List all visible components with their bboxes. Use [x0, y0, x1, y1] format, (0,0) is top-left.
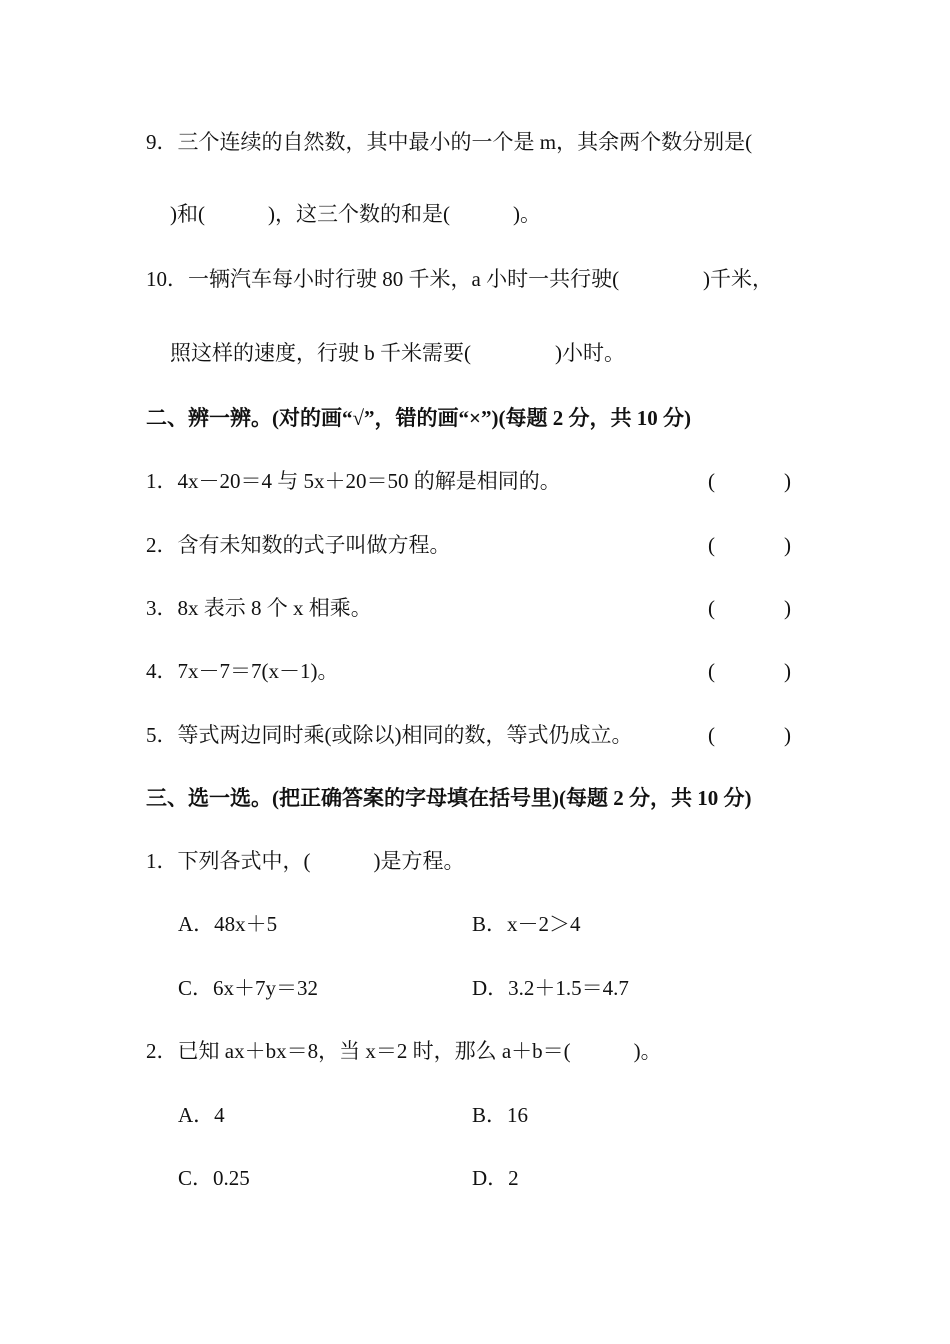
- choose-q2-option-a: A．4: [178, 1103, 225, 1127]
- judge-item-5: 5．等式两边同时乘(或除以)相同的数，等式仍成立。: [146, 723, 633, 747]
- choose-q2-option-c: C．0.25: [178, 1166, 250, 1190]
- choose-q1-option-d: D．3.2＋1.5＝4.7: [472, 976, 629, 1000]
- answer-paren-close: ): [784, 533, 791, 557]
- judge-item-3: 3．8x 表示 8 个 x 相乘。: [146, 596, 372, 620]
- q10-line2: 照这样的速度，行驶 b 千米需要( )小时。: [170, 341, 625, 365]
- answer-paren-open: (: [708, 596, 715, 620]
- choose-q2-option-b: B．16: [472, 1103, 529, 1127]
- section2-heading: 二、辨一辨。(对的画“√”，错的画“×”)(每题 2 分，共 10 分): [146, 406, 691, 430]
- choose-q1-stem: 1．下列各式中，( )是方程。: [146, 849, 465, 873]
- q9-line2: )和( )，这三个数的和是( )。: [170, 202, 541, 226]
- choose-q2-option-d: D．2: [472, 1166, 519, 1190]
- answer-paren-open: (: [708, 723, 715, 747]
- answer-paren-open: (: [708, 533, 715, 557]
- answer-paren-open: (: [708, 469, 715, 493]
- choose-q1-option-c: C．6x＋7y＝32: [178, 976, 319, 1000]
- answer-paren-close: ): [784, 723, 791, 747]
- answer-paren-open: (: [708, 659, 715, 683]
- choose-q1-option-b: B．x－2＞4: [472, 912, 581, 936]
- section3-heading: 三、选一选。(把正确答案的字母填在括号里)(每题 2 分，共 10 分): [146, 786, 752, 810]
- judge-item-4: 4．7x－7＝7(x－1)。: [146, 659, 339, 683]
- choose-q1-option-a: A．48x＋5: [178, 912, 278, 936]
- answer-paren-close: ): [784, 659, 791, 683]
- judge-item-1: 1．4x－20＝4 与 5x＋20＝50 的解是相同的。: [146, 469, 561, 493]
- choose-q2-stem: 2．已知 ax＋bx＝8，当 x＝2 时，那么 a＋b＝( )。: [146, 1039, 662, 1063]
- q10-line1: 10．一辆汽车每小时行驶 80 千米，a 小时一共行驶( )千米，: [146, 267, 774, 291]
- answer-paren-close: ): [784, 596, 791, 620]
- judge-item-2: 2．含有未知数的式子叫做方程。: [146, 533, 451, 557]
- answer-paren-close: ): [784, 469, 791, 493]
- q9-line1: 9．三个连续的自然数，其中最小的一个是 m，其余两个数分别是(: [146, 130, 753, 154]
